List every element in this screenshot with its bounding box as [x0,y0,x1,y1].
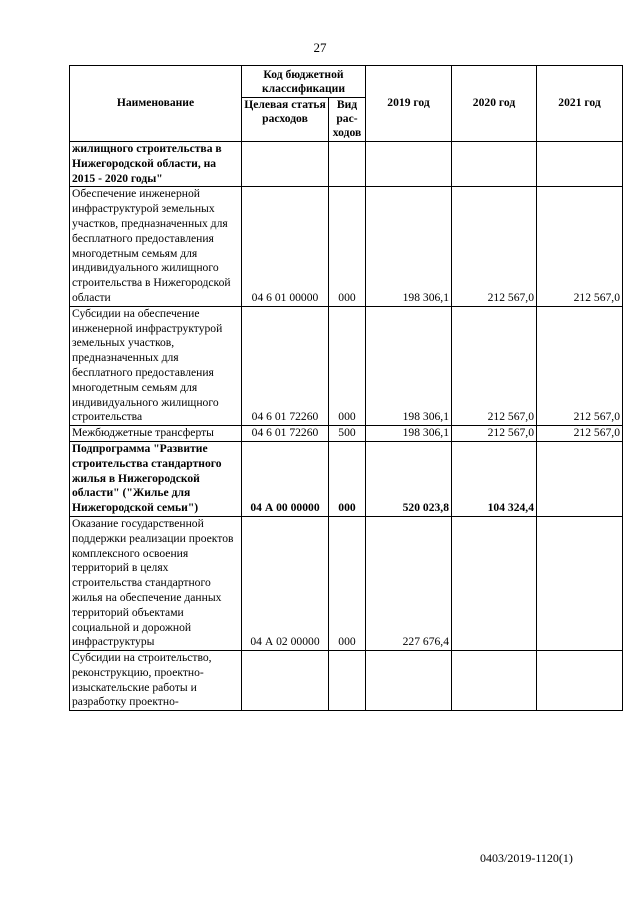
header-year-2020: 2020 год [452,66,537,142]
table-row [70,426,623,442]
budget-table [69,65,623,711]
row-code: 04 6 01 72260 [242,426,329,442]
row-2020: 104 324,4 [452,441,537,516]
table-row [70,142,623,187]
row-2019: 198 306,1 [366,426,452,442]
row-name: Межбюджетные трансферты [70,426,242,442]
row-2020: 212 567,0 [452,187,537,306]
row-2019: 198 306,1 [366,306,452,425]
header-year-2021: 2021 год [537,66,623,142]
table-row [70,187,623,306]
row-type: 500 [329,426,366,442]
row-code: 04 А 00 00000 [242,441,329,516]
header-code-group: Код бюджетной классификации [242,66,366,98]
row-2021 [537,651,623,711]
row-name: Субсидии на обеспечение инженерной инфраструктурой земельных участков, предназначенных для бесплатного предоставления многодетным семьям для индивидуального жилищного строительства [70,306,242,425]
header-name: Наименование [70,66,242,142]
row-name: Субсидии на строительство, реконструкцию, проектно-изыскательские работы и разработку проектно- [70,651,242,711]
row-type: 000 [329,441,366,516]
row-2020 [452,651,537,711]
row-type: 000 [329,306,366,425]
row-code: 04 6 01 72260 [242,306,329,425]
table-row [70,516,623,650]
row-2021 [537,516,623,650]
row-2019 [366,142,452,187]
table-row [70,306,623,425]
row-type [329,142,366,187]
header-target-article: Целевая статья расходов [242,98,329,142]
row-name: Подпрограмма "Развитие строительства стандартного жилья в Нижегородской области" ("Жилье для Нижегородской семьи") [70,441,242,516]
row-code [242,142,329,187]
page-number: 27 [313,40,327,55]
row-2019: 227 676,4 [366,516,452,650]
header-year-2019: 2019 год [366,66,452,142]
row-2021: 212 567,0 [537,426,623,442]
row-2019: 520 023,8 [366,441,452,516]
row-code [242,651,329,711]
row-2021 [537,142,623,187]
row-2020: 212 567,0 [452,306,537,425]
row-2019 [366,651,452,711]
row-name: жилищного строительства в Нижегородской области, на 2015 - 2020 годы" [70,142,242,187]
row-type: 000 [329,516,366,650]
table-row [70,651,623,711]
row-2021: 212 567,0 [537,187,623,306]
table-row [70,441,623,516]
row-code: 04 6 01 00000 [242,187,329,306]
row-name: Оказание государственной поддержки реализации проектов комплексного освоения территорий в целях строительства стандартного жилья на обеспечение данных территорий объектами социальной и дорожной инфраструктуры [70,516,242,650]
row-2020: 212 567,0 [452,426,537,442]
row-2021 [537,441,623,516]
document-code: 0403/2019-1120(1) [480,851,573,865]
row-code: 04 А 02 00000 [242,516,329,650]
row-type: 000 [329,187,366,306]
row-2021: 212 567,0 [537,306,623,425]
row-2019: 198 306,1 [366,187,452,306]
row-2020 [452,516,537,650]
row-2020 [452,142,537,187]
row-name: Обеспечение инженерной инфраструктурой земельных участков, предназначенных для бесплатного предоставления многодетным семьям для индивидуального жилищного строительства в Нижегородской области [70,187,242,306]
row-type [329,651,366,711]
header-expense-type: Вид рас-ходов [329,98,366,142]
